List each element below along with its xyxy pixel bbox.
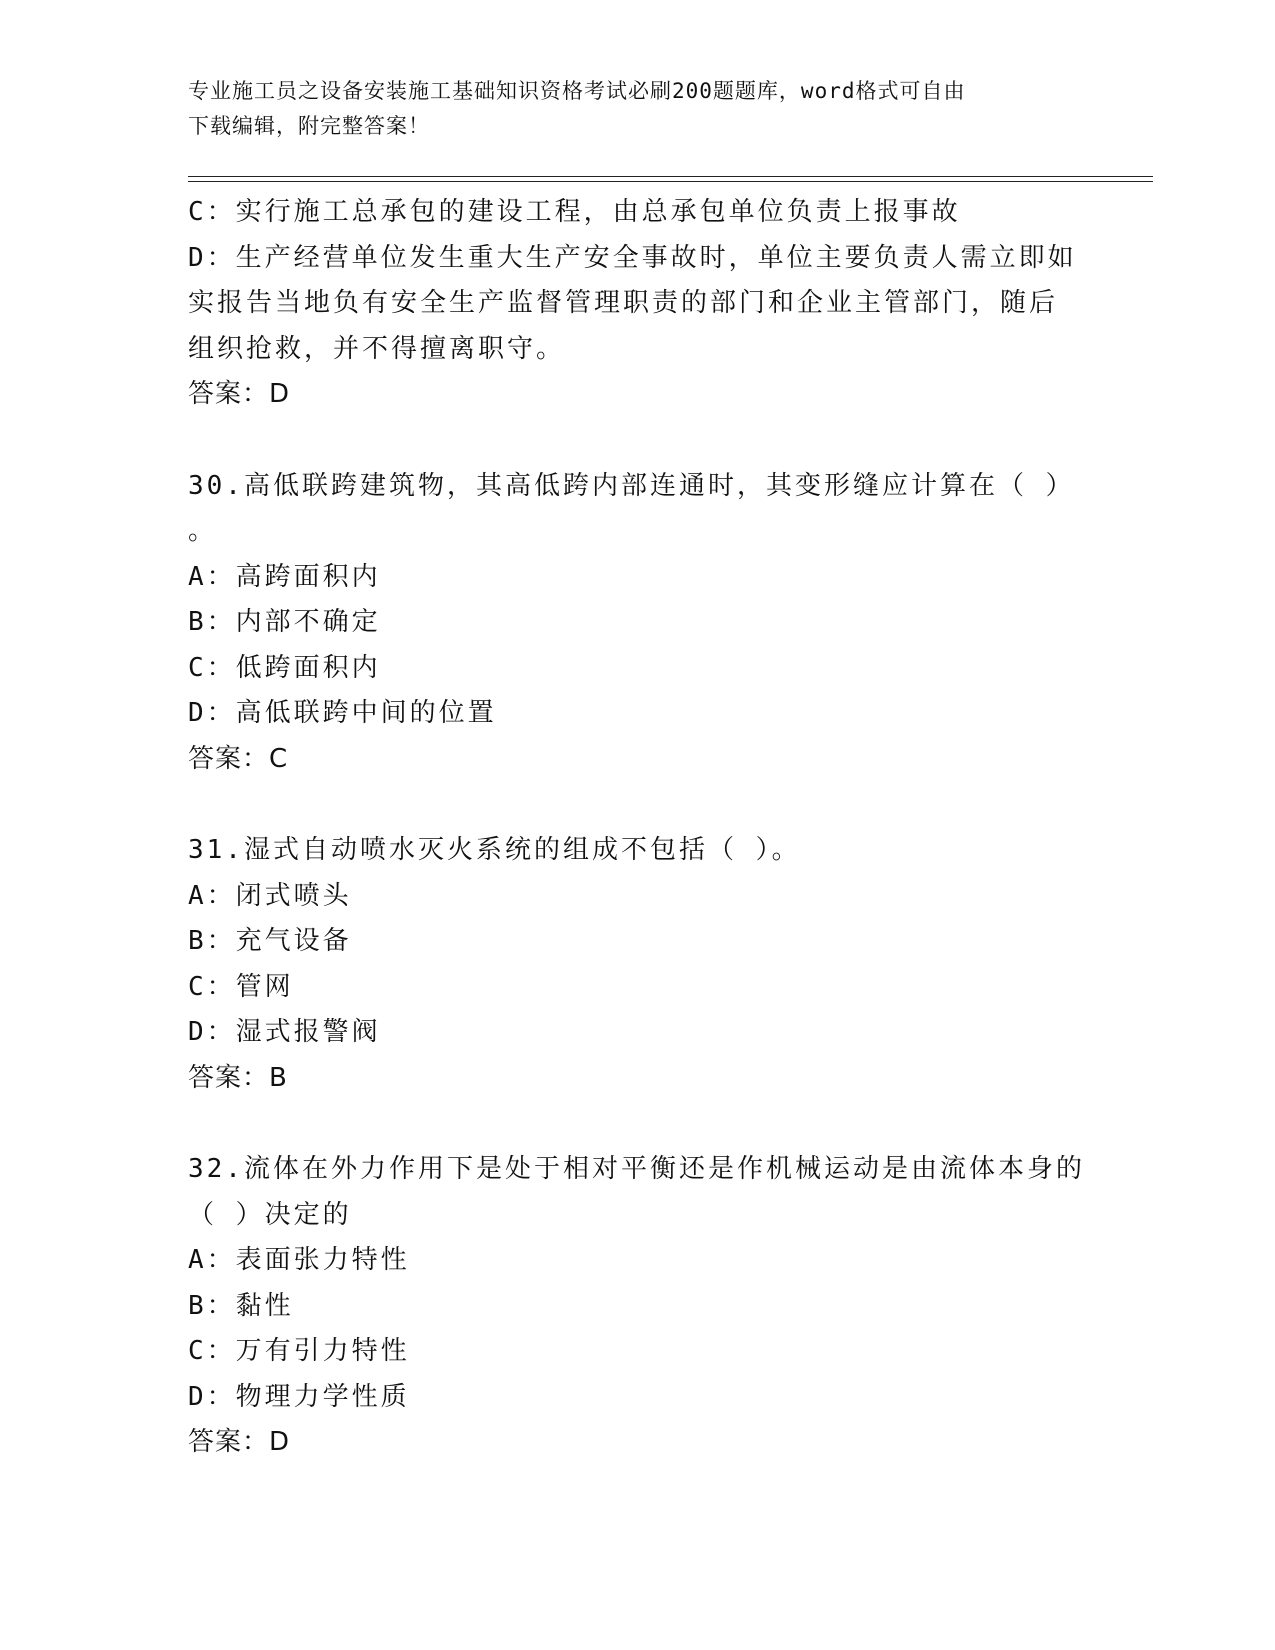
- document-header: [188, 74, 1068, 144]
- question-stem-line-1: 32.流体在外力作用下是处于相对平衡还是作机械运动是由流体本身的: [188, 1154, 1085, 1184]
- option-d-line-3: 组织抢救，并不得擅离职守。: [188, 333, 566, 364]
- spacer: [188, 418, 1088, 464]
- question-30: [188, 464, 1088, 783]
- option-d-line-2: 实报告当地负有安全生产监督管理职责的部门和企业主管部门，随后: [188, 288, 1059, 318]
- answer: 答案：D: [188, 379, 291, 409]
- question-32: [188, 1147, 1088, 1466]
- option-b: B：充气设备: [188, 926, 352, 956]
- question-stem-line-2: （ ）决定的: [188, 1199, 352, 1230]
- header-double-rule: [188, 176, 1153, 182]
- question-stem-line-2: 。: [188, 516, 218, 546]
- answer: 答案：B: [188, 1062, 288, 1093]
- option-d: D：高低联跨中间的位置: [188, 698, 497, 728]
- option-b: B：黏性: [188, 1290, 294, 1321]
- document-body: [188, 190, 1088, 1466]
- answer: 答案：D: [188, 1427, 291, 1457]
- header-line-1: 专业施工员之设备安装施工基础知识资格考试必刷200题题库，word格式可自由: [188, 79, 966, 103]
- answer: 答案：C: [188, 743, 289, 774]
- option-d: D：湿式报警阀: [188, 1017, 381, 1047]
- option-d-line-1: D：生产经营单位发生重大生产安全事故时，单位主要负责人需立即如: [188, 242, 1077, 273]
- option-b: B：内部不确定: [188, 607, 381, 637]
- option-a: A：高跨面积内: [188, 561, 381, 592]
- spacer: [188, 1101, 1088, 1147]
- option-d: D：物理力学性质: [188, 1381, 410, 1412]
- header-line-2: 下载编辑，附完整答案！: [188, 114, 430, 138]
- option-c: C：管网: [188, 971, 294, 1002]
- question-stem-line-1: 30.高低联跨建筑物，其高低跨内部连通时，其变形缝应计算在（ ）: [188, 470, 1075, 501]
- question-29-tail: [188, 190, 1088, 418]
- option-c: C：低跨面积内: [188, 652, 381, 683]
- question-stem-line-1: 31.湿式自动喷水灭火系统的组成不包括（ ）。: [188, 835, 801, 865]
- option-a: A：闭式喷头: [188, 880, 352, 911]
- option-a: A：表面张力特性: [188, 1245, 410, 1275]
- question-31: [188, 828, 1088, 1101]
- option-c: C：万有引力特性: [188, 1336, 410, 1366]
- spacer: [188, 782, 1088, 828]
- option-c: C：实行施工总承包的建设工程，由总承包单位负责上报事故: [188, 197, 961, 227]
